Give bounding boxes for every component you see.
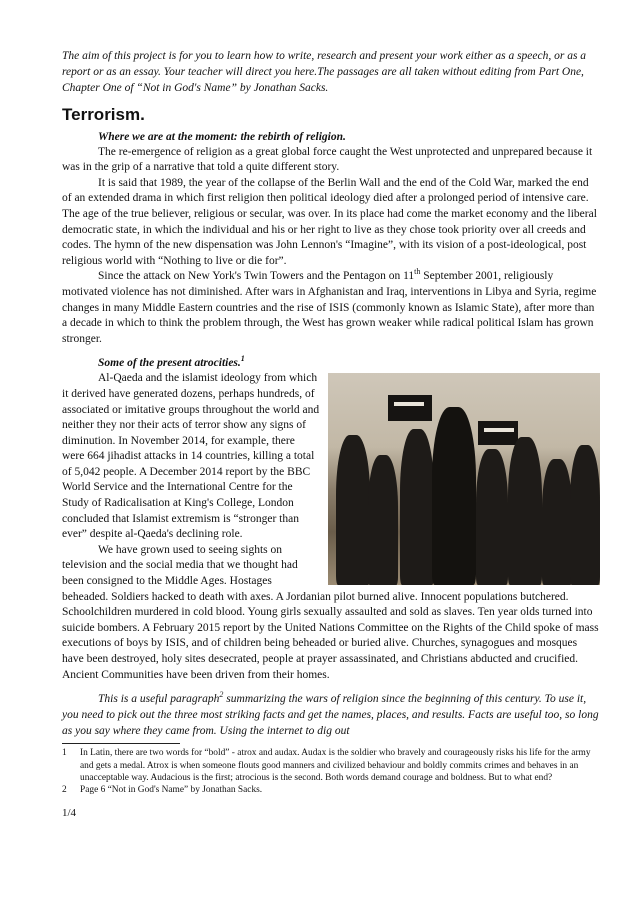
figure-silhouette	[542, 459, 572, 585]
body-paragraph: It is said that 1989, the year of the collapse of the Berlin Wall and the end of the Cold War, marked the end of an extended drama in which first religion then political ideology died after a prolonged period of intensive care. The age of the true believer, religious or secular, was over. In its place had come the market economy and the liberal democratic state, in which the individual and his or her right to live as they chose took priority over all creeds and codes. The hymn of the new dispensation was John Lennon's “Imagine”, with its vision of a post-ideological, post religious world with “Nothing to live or die for”.	[62, 176, 597, 267]
footnote-rule	[62, 743, 180, 744]
section-heading-atrocities	[62, 355, 600, 371]
intro-paragraph: The aim of this project is for you to learn how to write, research and present your work either as a speech, or as a report or as an essay. Your teacher will direct you here.The passages are all taken without editing from Part One, Chapter One of “Not in God's Name” by Jonathan Sacks.	[62, 50, 587, 95]
body-paragraph: We have grown used to seeing sights on television and the social media that we thought had been consigned to the Middle Ages. Hostages beheaded. Soldiers hacked to death with axes. A Jordanian pilot burned alive. Innocent populations butchered. Schoolchildren murdered in cold blood. Young girls sexually assaulted and sold as slaves. Ten year olds turned into suicide bombers. A February 2015 report by the United Nations Committee on the Rights of the Child spoke of mass executions of boys by ISIS, and of children being beheaded or buried alive. Churches, synagogues and mosques have been destroyed, holy sites desecrated, people at prayer assassinated, and Christians abducted and crucified. Ancient Communities have been driven from their homes.	[62, 543, 599, 681]
footnote-text: In Latin, there are two words for “bold” - atrox and audax. Audax is the soldier who bravely and courageously risks his life for the army and gets a medal. Atrox is when someone flouts good manners and civilized behaviour and boldly commits crimes and behaves in an unacceptable way. Audacious is the first; atrocious is the second. Both words demand courage and boldness. But to what end?	[80, 748, 591, 784]
body-paragraph: Al-Qaeda and the islamist ideology from which it derived have generated dozens, perhaps hundreds, of associated or imitative groups throughout the world and neither they nor their acts of terror show any signs of diminution. In November 2014, for example, there were 664 jihadist attacks in 14 countries, killing a total of 5,042 people. A December 2014 report by the BBC World Service and the International Centre for the Study of Radicalisation at King's College, London concluded that Islamist extremism is “stronger than ever” despite al-Qaeda's declining role.	[62, 372, 320, 541]
black-flag	[388, 395, 432, 421]
figure-silhouette	[476, 449, 508, 585]
flag-text-mark	[394, 402, 424, 406]
figure-silhouette	[570, 445, 600, 585]
figure-silhouette	[400, 429, 434, 585]
body-paragraph: The re-emergence of religion as a great global force caught the West unprotected and unprepared because it was in the grip of a narrative that told a quite different story.	[62, 145, 593, 174]
body-paragraph	[62, 269, 600, 347]
text-run: This is a useful paragraph	[98, 693, 220, 706]
spacer	[62, 347, 600, 355]
footnote-ref: 1	[240, 354, 245, 364]
page-title: Terrorism.	[62, 104, 145, 124]
closing-paragraph	[62, 691, 600, 739]
footnote-number: 2	[62, 785, 67, 796]
militants-photo	[328, 373, 600, 585]
figure-silhouette	[508, 437, 542, 585]
black-flag	[478, 421, 518, 445]
figure-silhouette	[368, 455, 398, 585]
figure-silhouette	[336, 435, 370, 585]
text-run: Since the attack on New York's Twin Towers and the Pentagon on 11	[98, 270, 415, 283]
page-number: 1/4	[62, 806, 77, 819]
flag-text-mark	[484, 428, 514, 432]
footnote-2	[62, 784, 600, 796]
footnote-number: 1	[62, 748, 67, 759]
footnote-1	[62, 747, 600, 784]
text-run: summarizing the wars of religion since the beginning of this century. To use it, you need to pick out the three most striking facts and get the names, places, and results. Facts are useful too, so long as you say where they came from. Using the internet to dig out	[62, 693, 599, 738]
spacer	[62, 683, 600, 691]
superscript: th	[414, 267, 421, 277]
section-heading-rebirth: Where we are at the moment: the rebirth of religion.	[98, 130, 346, 143]
footnote-text: Page 6 “Not in God's Name” by Jonathan Sacks.	[80, 785, 263, 796]
footnote-ref: 2	[219, 690, 224, 700]
figure-silhouette	[432, 407, 476, 585]
heading-text: Some of the present atrocities.	[98, 357, 241, 370]
text-run: September 2001, religiously motivated violence has not diminished. After wars in Afghanistan and Iraq, interventions in Libya and Syria, regime changes in many Middle Eastern countries and the rise of ISIS (commonly known as Islamic State), after more than a decade in which to think the problem through, the West has grown weaker while radical political Islam has grown stronger.	[62, 270, 597, 345]
